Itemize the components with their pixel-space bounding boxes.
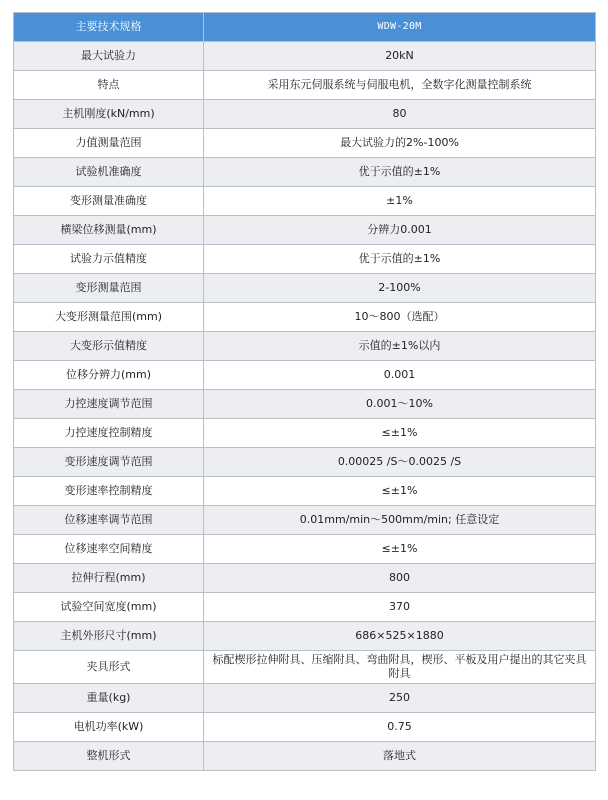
- spec-label: 整机形式: [14, 742, 204, 771]
- spec-value: 标配楔形拉伸附具、压缩附具、弯曲附具，楔形、平板及用户提出的其它夹具附具: [204, 651, 596, 684]
- spec-value: 采用东元伺服系统与伺服电机，全数字化测量控制系统: [204, 71, 596, 100]
- spec-value: 0.001～10%: [204, 390, 596, 419]
- table-row: [14, 390, 596, 419]
- table-row: [14, 593, 596, 622]
- spec-label: 力值测量范围: [14, 129, 204, 158]
- table-row: [14, 684, 596, 713]
- spec-label: 特点: [14, 71, 204, 100]
- spec-value: 优于示值的±1%: [204, 158, 596, 187]
- spec-label: 电机功率(kW): [14, 713, 204, 742]
- spec-label: 变形速度调节范围: [14, 448, 204, 477]
- spec-label: 位移速率空间精度: [14, 535, 204, 564]
- spec-value: ≤±1%: [204, 535, 596, 564]
- spec-value: 最大试验力的2%-100%: [204, 129, 596, 158]
- table-row: [14, 129, 596, 158]
- spec-value: 落地式: [204, 742, 596, 771]
- spec-label: 主机刚度(kN/mm): [14, 100, 204, 129]
- spec-value: 2-100%: [204, 274, 596, 303]
- spec-value: 0.75: [204, 713, 596, 742]
- table-row: [14, 42, 596, 71]
- spec-label: 最大试验力: [14, 42, 204, 71]
- table-row: [14, 535, 596, 564]
- table-row: [14, 622, 596, 651]
- spec-label: 位移速率调节范围: [14, 506, 204, 535]
- table-row: [14, 713, 596, 742]
- spec-value: 20kN: [204, 42, 596, 71]
- spec-value: 0.001: [204, 361, 596, 390]
- spec-label: 主机外形尺寸(mm): [14, 622, 204, 651]
- spec-label: 拉伸行程(mm): [14, 564, 204, 593]
- spec-value: 分辨力0.001: [204, 216, 596, 245]
- table-header-row: [14, 13, 596, 42]
- spec-label: 试验空间宽度(mm): [14, 593, 204, 622]
- table-row: [14, 245, 596, 274]
- spec-value: 250: [204, 684, 596, 713]
- spec-table: [13, 12, 596, 771]
- table-row: [14, 477, 596, 506]
- table-row: [14, 742, 596, 771]
- table-row: [14, 448, 596, 477]
- table-row: [14, 419, 596, 448]
- spec-value: 686×525×1880: [204, 622, 596, 651]
- spec-label: 变形测量范围: [14, 274, 204, 303]
- header-model: WDW-20M: [204, 13, 596, 42]
- spec-value: 370: [204, 593, 596, 622]
- table-row: [14, 564, 596, 593]
- spec-value: 10～800（选配）: [204, 303, 596, 332]
- spec-value: 0.01mm/min～500mm/min; 任意设定: [204, 506, 596, 535]
- header-label: 主要技术规格: [14, 13, 204, 42]
- spec-value: ≤±1%: [204, 477, 596, 506]
- spec-value: ±1%: [204, 187, 596, 216]
- table-row: [14, 506, 596, 535]
- spec-value: 0.00025 /S～0.0025 /S: [204, 448, 596, 477]
- spec-label: 横梁位移测量(mm): [14, 216, 204, 245]
- spec-label: 试验力示值精度: [14, 245, 204, 274]
- table-row: [14, 187, 596, 216]
- table-body: [14, 42, 596, 771]
- spec-label: 大变形测量范围(mm): [14, 303, 204, 332]
- spec-label: 大变形示值精度: [14, 332, 204, 361]
- spec-value: 优于示值的±1%: [204, 245, 596, 274]
- table-row: [14, 651, 596, 684]
- spec-value: 800: [204, 564, 596, 593]
- table-row: [14, 71, 596, 100]
- spec-value: 示值的±1%以内: [204, 332, 596, 361]
- spec-label: 位移分辨力(mm): [14, 361, 204, 390]
- spec-value: ≤±1%: [204, 419, 596, 448]
- table-row: [14, 361, 596, 390]
- spec-value: 80: [204, 100, 596, 129]
- table-row: [14, 332, 596, 361]
- table-row: [14, 100, 596, 129]
- table-row: [14, 216, 596, 245]
- spec-label: 力控速度控制精度: [14, 419, 204, 448]
- table-row: [14, 274, 596, 303]
- spec-label: 试验机准确度: [14, 158, 204, 187]
- table-row: [14, 303, 596, 332]
- table-row: [14, 158, 596, 187]
- spec-label: 力控速度调节范围: [14, 390, 204, 419]
- spec-label: 变形测量准确度: [14, 187, 204, 216]
- spec-label: 夹具形式: [14, 651, 204, 684]
- spec-label: 变形速率控制精度: [14, 477, 204, 506]
- spec-label: 重量(kg): [14, 684, 204, 713]
